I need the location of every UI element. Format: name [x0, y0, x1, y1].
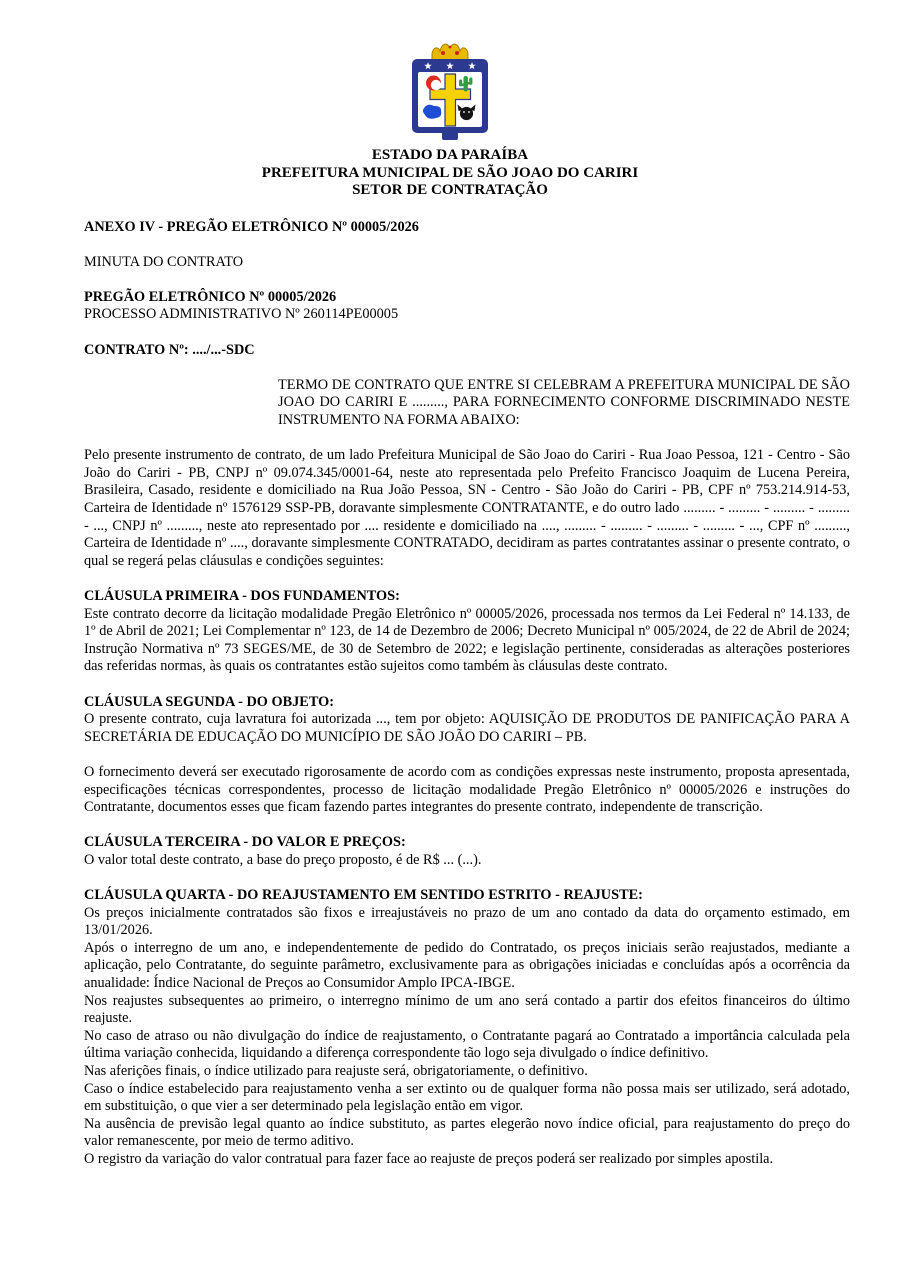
anexo-title: ANEXO IV - PREGÃO ELETRÔNICO Nº 00005/2026	[84, 218, 419, 235]
processo-number: PROCESSO ADMINISTRATIVO Nº 260114PE00005	[84, 306, 399, 323]
pregao-number: PREGÃO ELETRÔNICO Nº 00005/2026	[84, 288, 337, 305]
org-sector: SETOR DE CONTRATAÇÃO	[352, 182, 548, 198]
clause-heading: CLÁUSULA TERCEIRA - DO VALOR E PREÇOS:	[84, 834, 406, 851]
clause-paragraph: O fornecimento deverá ser executado rigorosamente de acordo com as condições expressas neste instrumento, proposta apresentada, especificações técnicas correspondentes, processo de licitação modalidade Pregão Eletrônico nº 00005/2026 e instruções do Contratante, documentos esses que ficam fazendo partes integrantes do presente contrato, independente de transcrição.	[84, 763, 850, 816]
clause-paragraph: Nas aferições finais, o índice utilizado para reajuste será, obrigatoriamente, o definitivo.	[84, 1063, 588, 1079]
clause-heading: CLÁUSULA QUARTA - DO REAJUSTAMENTO EM SENTIDO ESTRITO - REAJUSTE:	[84, 887, 643, 904]
org-municipality: PREFEITURA MUNICIPAL DE SÃO JOAO DO CARIRI	[261, 164, 639, 181]
clause-paragraph: O registro da variação do valor contratual para fazer face ao reajuste de preços poderá ser realizado por simples apostila.	[84, 1150, 774, 1167]
preamble: Pelo presente instrumento de contrato, de um lado Prefeitura Municipal de São Joao do Cariri - Rua Joao Pessoa, 121 - Centro - São João do Cariri - PB, CNPJ nº 09.074.345/0001-64, neste ato representada pelo Prefeito Francisco Joaquim de Lucena Pereira, Brasileira, Casado, residente e domiciliado na Rua João Pessoa, SN - Centro - São João do Cariri - PB, CPF nº 753.214.914-53, Carteira de Identidade nº 1576129 SSP-PB, doravante simplesmente CONTRATANTE, e do outro lado ......... - ......... - ......... - ......... - ..., CNPJ nº ........., neste ato representado por .... residente e domiciliado na ...., ......... - ......... - ......... - ......... - ..., CPF nº ........., Carteira de Identidade nº ...., doravante simplesmente CONTRATADO, decidiram as partes contratantes assinar o presente contrato, o qual se regerá pelas cláusulas e condições seguintes:	[84, 447, 850, 569]
clause-paragraph: Os preços inicialmente contratados são fixos e irreajustáveis no prazo de um ano contado da data do orçamento estimado, em 13/01/2026.	[84, 904, 850, 939]
contract-term-summary: TERMO DE CONTRATO QUE ENTRE SI CELEBRAM A PREFEITURA MUNICIPAL DE SÃO JOAO DO CARIRI E ........., PARA FORNECIMENTO CONFORME DISCRIMINADO NESTE INSTRUMENTO NA FORMA ABAIXO:	[278, 376, 850, 429]
coat-of-arms	[395, 40, 505, 144]
clause-segunda	[84, 694, 850, 817]
document-header	[0, 147, 900, 200]
clause-paragraph: No caso de atraso ou não divulgação do índice de reajustamento, o Contratante pagará ao Contratado a importância calculada pela última variação conhecida, liquidando a diferença correspondente tão logo seja divulgado o índice definitivo.	[84, 1027, 850, 1062]
clause-quarta	[84, 887, 850, 1169]
crown-icon	[432, 44, 468, 60]
clause-primeira	[84, 588, 850, 676]
clause-paragraph: Este contrato decorre da licitação modalidade Pregão Eletrônico nº 00005/2026, processada nos termos da Lei Federal nº 14.133, de 1º de Abril de 2021; Lei Complementar nº 123, de 14 de Dezembro de 2006; Decreto Municipal nº 005/2024, de 22 de Abril de 2024; Instrução Normativa nº 73 SEGES/ME, de 30 de Setembro de 2022; e legislação pertinente, consideradas as alterações posteriores das referidas normas, às quais os contratantes estão sujeitos como também às cláusulas deste contrato.	[84, 605, 850, 675]
clause-paragraph: Caso o índice estabelecido para reajustamento venha a ser extinto ou de qualquer forma não possa mais ser utilizado, será adotado, em substituição, o que vier a ser determinado pela legislação então em vigor.	[84, 1080, 850, 1115]
document-body	[0, 219, 900, 1169]
clause-heading: CLÁUSULA PRIMEIRA - DOS FUNDAMENTOS:	[84, 587, 400, 604]
clause-heading: CLÁUSULA SEGUNDA - DO OBJETO:	[84, 693, 334, 710]
clause-paragraph: Nos reajustes subsequentes ao primeiro, o interregno mínimo de um ano será contado a partir dos efeitos financeiros do último reajuste.	[84, 992, 850, 1027]
contract-number: CONTRATO Nº: ..../...-SDC	[84, 341, 255, 358]
clause-paragraph: Após o interregno de um ano, e independentemente de pedido do Contratado, os preços iniciais serão reajustados, mediante a aplicação, pelo Contratante, do seguinte parâmetro, exclusivamente para as obrigações iniciadas e concluídas após a ocorrência da anualidade: Índice Nacional de Preços ao Consumidor Amplo IPCA-IBGE.	[84, 939, 850, 992]
minuta-label: MINUTA DO CONTRATO	[84, 253, 244, 270]
clause-paragraph: O valor total deste contrato, a base do preço proposto, é de R$ ... (...).	[84, 851, 482, 868]
clause-paragraph: O presente contrato, cuja lavratura foi autorizada ..., tem por objeto: AQUISIÇÃO DE PRODUTOS DE PANIFICAÇÃO PARA A SECRETÁRIA DE EDUCAÇÃO DO MUNICÍPIO DE SÃO JOÃO DO CARIRI – PB.	[84, 711, 850, 745]
clause-terceira	[84, 834, 850, 869]
process-block	[84, 289, 850, 324]
org-state: ESTADO DA PARAÍBA	[371, 147, 529, 163]
clause-paragraph: Na ausência de previsão legal quanto ao índice substituto, as partes elegerão novo índice oficial, para reajustamento do preço do valor remanescente, por meio de termo aditivo.	[84, 1115, 850, 1150]
